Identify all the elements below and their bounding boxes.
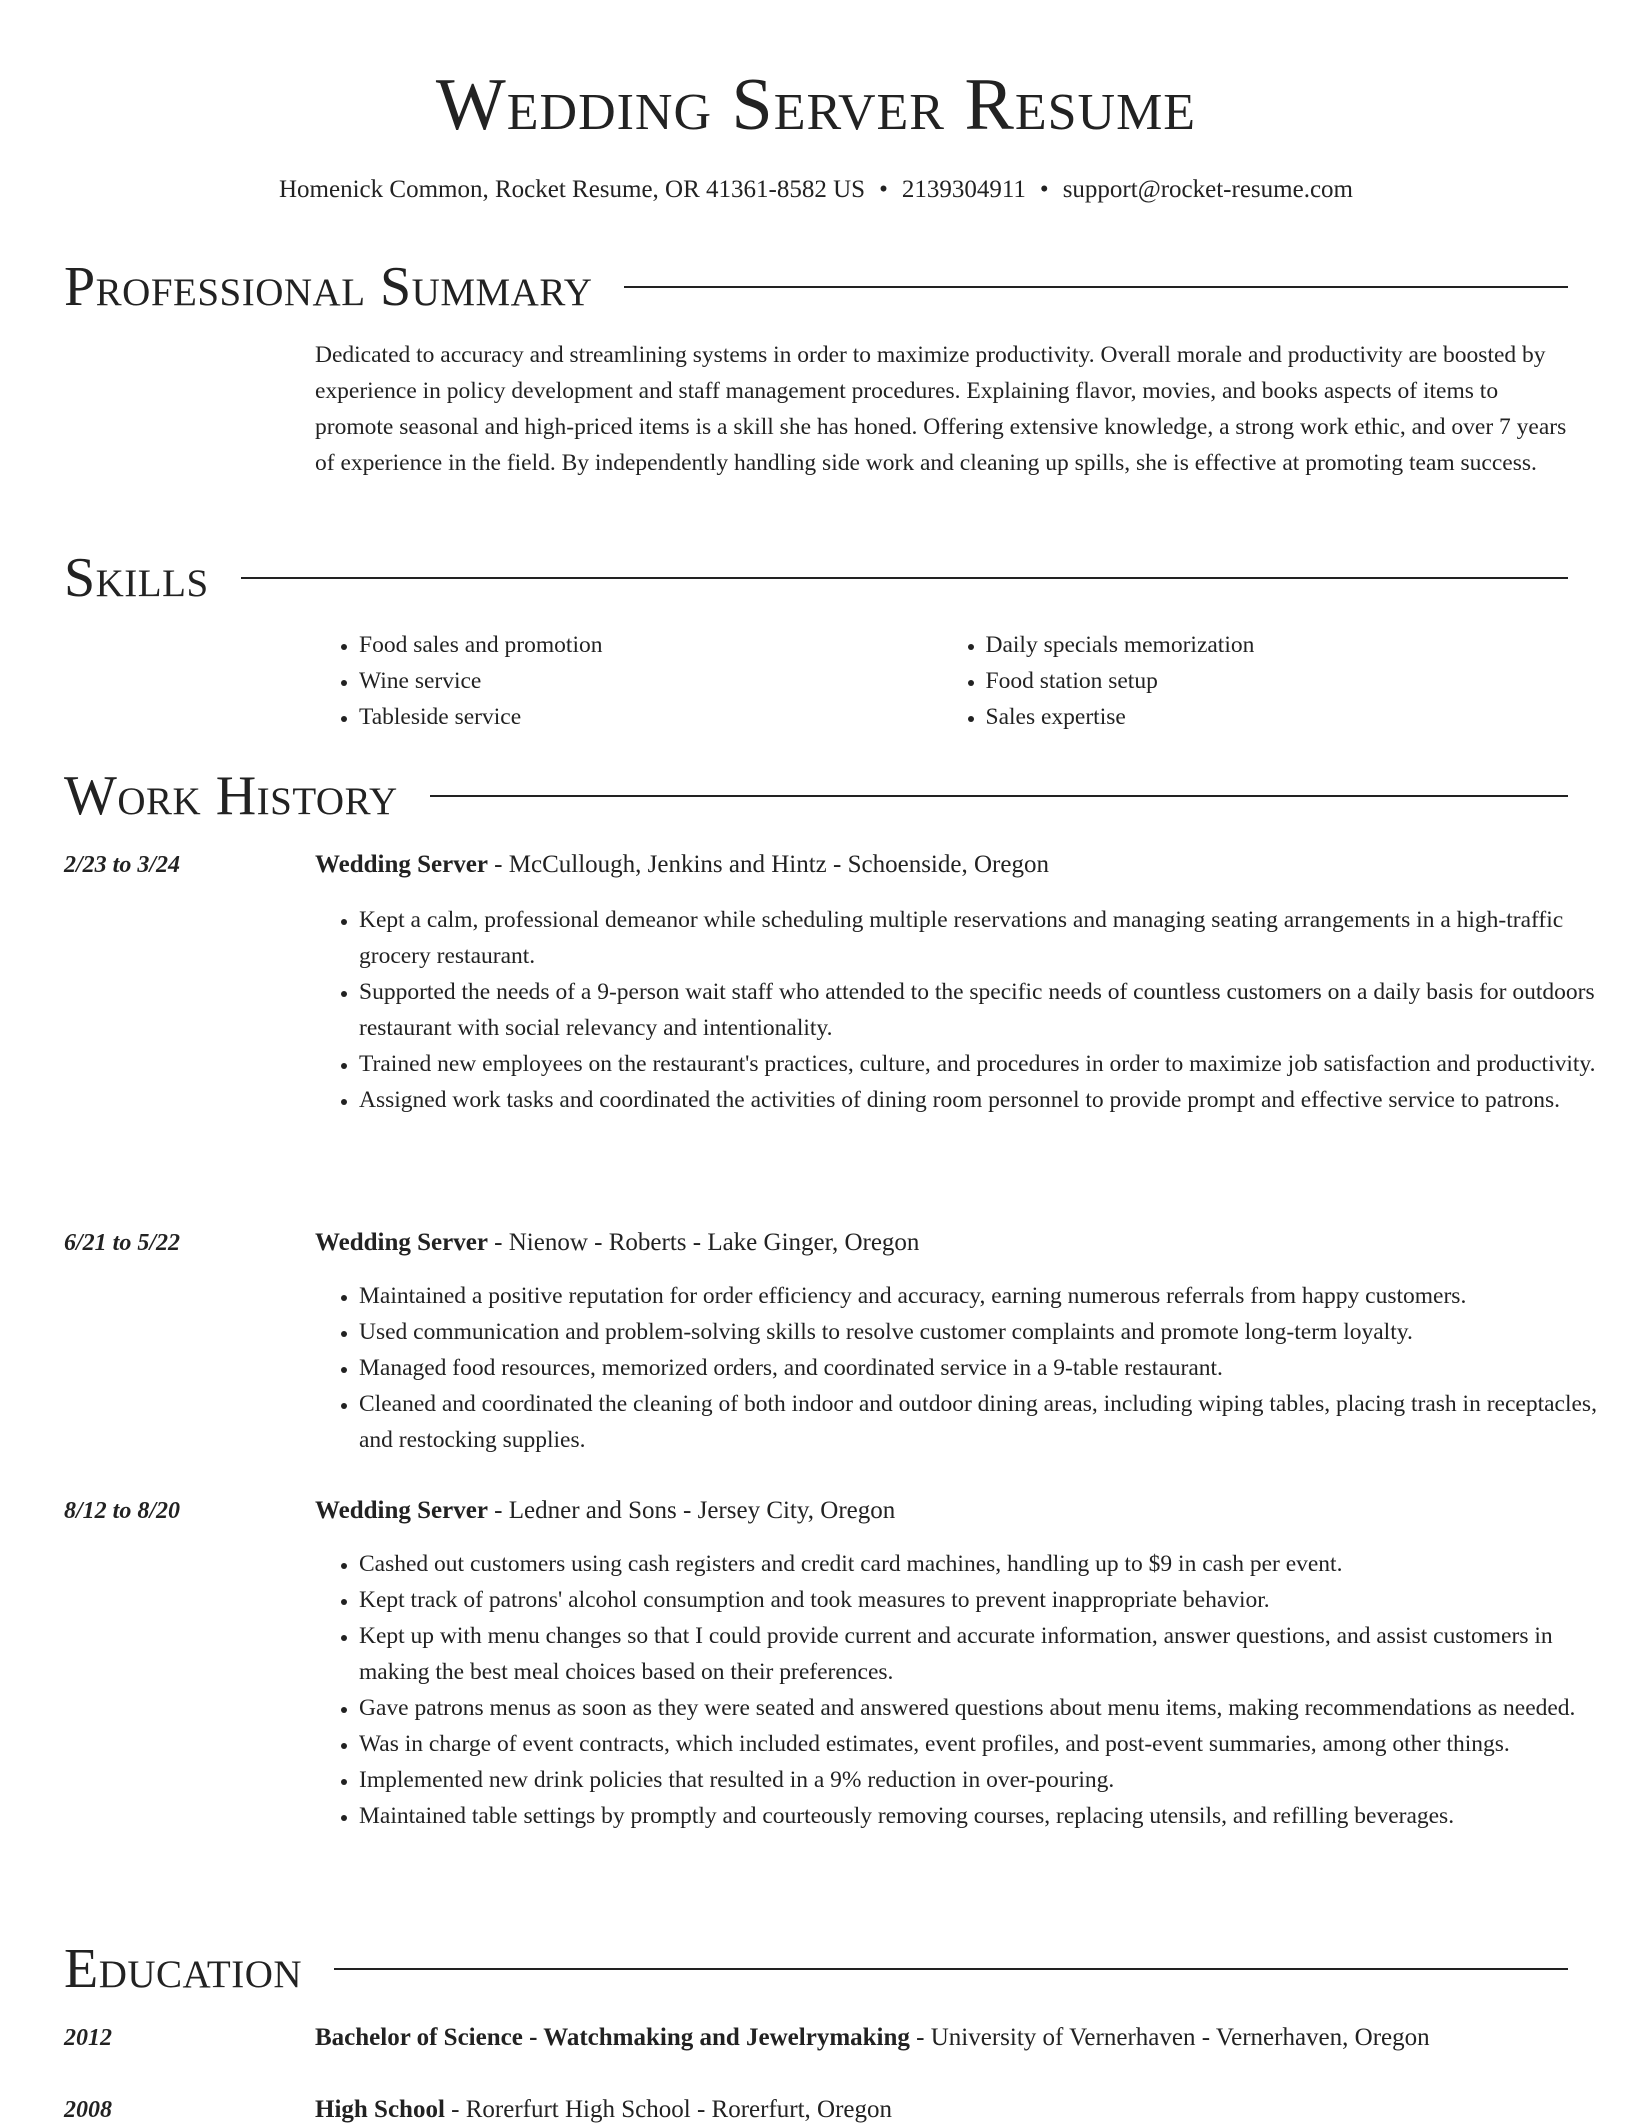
job-bullet: • Maintained a positive reputation for order efficiency and accuracy, earning numerous referrals from happy customers. [359, 1278, 1612, 1314]
skills-column-right [942, 627, 1569, 735]
job-bullet: • Assigned work tasks and coordinated the activities of dining room personnel to provide prompt and effective service to patrons. [359, 1082, 1612, 1118]
job-date: 2/23 to 3/24 [64, 852, 181, 878]
job-bullet: • Managed food resources, memorized orders, and coordinated service in a 9-table restaurant. [359, 1350, 1612, 1386]
education-school: - Rorerfurt High School - Rorerfurt, Oregon [444, 2096, 893, 2123]
job-bullet: • Kept up with menu changes so that I could provide current and accurate information, answer questions, and assist customers in making the best meal choices based on their preferences. [359, 1618, 1612, 1690]
section-divider [241, 577, 1568, 579]
professional-summary-text: Dedicated to accuracy and streamlining systems in order to maximize productivity. Overall morale and productivity are boosted by experience in policy development and staff management procedures. Explaining flavor, movies, and books aspects of items to promote seasonal and high-priced items is a skill she has honed. Offering extensive knowledge, a strong work ethic, and over 7 years of experience in the field. By independently handling side work and cleaning up spills, she is effective at promoting team success. [315, 342, 1567, 476]
job-bullet: • Implemented new drink policies that resulted in a 9% reduction in over-pouring. [359, 1762, 1612, 1798]
education-date: 2012 [64, 2025, 112, 2051]
section-divider [430, 795, 1568, 797]
job-heading [315, 1225, 1568, 1261]
education-degree: Bachelor of Science - Watchmaking and Jewelrymaking [315, 2024, 910, 2051]
skill-item: • Food station setup [986, 663, 1569, 699]
section-header-work-history [64, 761, 1568, 831]
job-title: Wedding Server [315, 1497, 488, 1524]
job-employer: - Ledner and Sons - Jersey City, Oregon [487, 1497, 896, 1524]
job-title: Wedding Server [315, 1229, 488, 1256]
contact-email[interactable]: support@rocket-resume.com [1062, 176, 1353, 203]
education-date: 2008 [64, 2097, 112, 2123]
education-heading [315, 2092, 1568, 2128]
section-title-work-history: Work History [64, 765, 398, 827]
job-heading [315, 847, 1568, 883]
job-bullet: • Maintained table settings by promptly and courteously removing courses, replacing utensils, and refilling beverages. [359, 1798, 1612, 1834]
job-bullet: • Kept a calm, professional demeanor while scheduling multiple reservations and managing seating arrangements in a high-traffic grocery restaurant. [359, 902, 1612, 974]
job-bullet: • Used communication and problem-solving skills to resolve customer complaints and promote long-term loyalty. [359, 1314, 1612, 1350]
section-title-education: Education [64, 1938, 303, 2000]
skill-item: • Tableside service [359, 699, 942, 735]
skills-column-left [315, 627, 942, 735]
contact-address: Homenick Common, Rocket Resume, OR 41361-8582 US [279, 176, 866, 203]
job-bullet: • Cashed out customers using cash registers and credit card machines, handling up to $9 in cash per event. [359, 1546, 1612, 1582]
skill-item: • Daily specials memorization [986, 627, 1569, 663]
section-header-education [64, 1934, 1568, 2004]
resume-title: Wedding Server Resume [435, 64, 1197, 146]
contact-phone: 2139304911 [901, 176, 1026, 203]
contact-separator: • [1039, 176, 1049, 203]
education-school: - University of Vernerhaven - Vernerhaven, Oregon [909, 2024, 1430, 2051]
skill-item: • Sales expertise [986, 699, 1569, 735]
job-employer: - Nienow - Roberts - Lake Ginger, Oregon [487, 1229, 920, 1256]
contact-line [0, 173, 1632, 207]
section-divider [624, 286, 1568, 288]
job-bullet: • Kept track of patrons' alcohol consumption and took measures to prevent inappropriate behavior. [359, 1582, 1612, 1618]
job-bullet: • Supported the needs of a 9-person wait staff who attended to the specific needs of countless customers on a daily basis for outdoors restaurant with social relevancy and intentionality. [359, 974, 1612, 1046]
skills-list [315, 627, 1568, 735]
job-bullets [315, 902, 1612, 1118]
job-bullet: • Cleaned and coordinated the cleaning of both indoor and outdoor dining areas, including wiping tables, placing trash in receptacles, and restocking supplies. [359, 1386, 1612, 1458]
contact-separator: • [879, 176, 888, 203]
section-header-summary [64, 252, 1568, 322]
section-header-skills [64, 543, 1568, 613]
section-divider [334, 1968, 1568, 1970]
job-bullet: • Gave patrons menus as soon as they were seated and answered questions about menu items, making recommendations as needed. [359, 1690, 1612, 1726]
job-bullets [315, 1278, 1612, 1458]
job-employer: - McCullough, Jenkins and Hintz - Schoenside, Oregon [487, 851, 1049, 878]
job-date: 6/21 to 5/22 [64, 1230, 181, 1256]
job-bullet: • Was in charge of event contracts, which included estimates, event profiles, and post-event summaries, among other things. [359, 1726, 1612, 1762]
job-heading [315, 1493, 1568, 1529]
skill-item: • Food sales and promotion [359, 627, 942, 663]
section-title-summary: Professional Summary [64, 256, 593, 318]
job-bullet: • Trained new employees on the restaurant's practices, culture, and procedures in order to maximize job satisfaction and productivity. [359, 1046, 1612, 1082]
job-date: 8/12 to 8/20 [64, 1498, 181, 1524]
job-bullets [315, 1546, 1612, 1834]
education-degree: High School [315, 2096, 445, 2123]
job-title: Wedding Server [315, 851, 488, 878]
skill-item: • Wine service [359, 663, 942, 699]
section-title-skills: Skills [64, 547, 209, 609]
education-heading [315, 2020, 1568, 2056]
